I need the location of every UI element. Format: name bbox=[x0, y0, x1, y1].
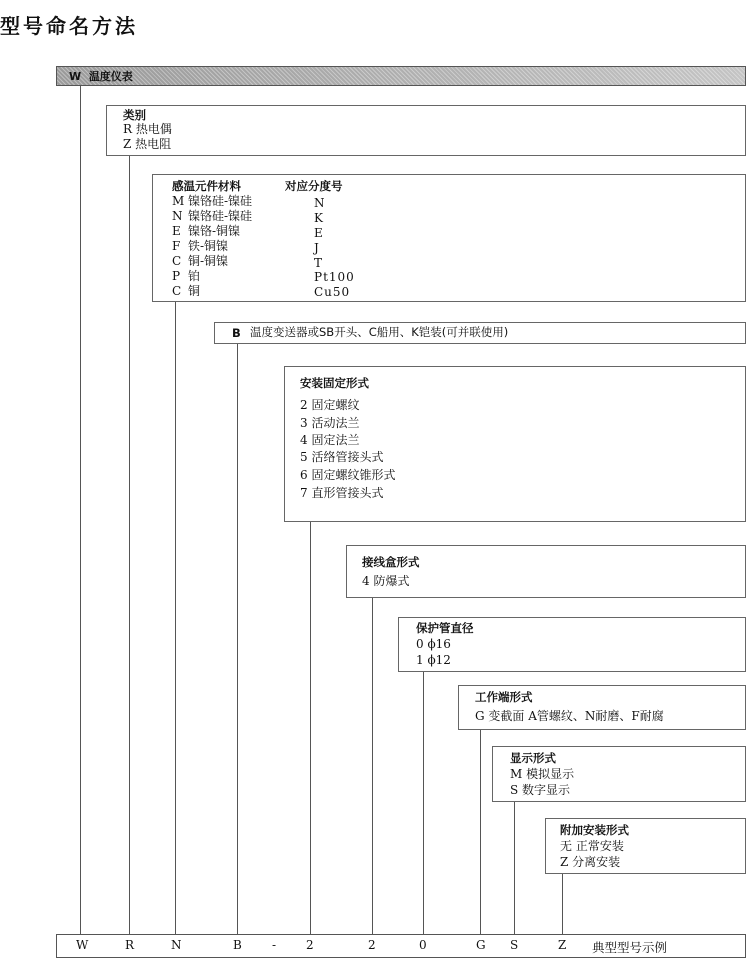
display-item: M 模拟显示 bbox=[510, 767, 575, 781]
mounting-item: 3 活动法兰 bbox=[300, 416, 360, 430]
material-code: N bbox=[172, 209, 183, 223]
material-heading-left: 感温元件材料 bbox=[172, 179, 241, 193]
working-end-heading: 工作端形式 bbox=[475, 690, 533, 704]
connector-display bbox=[514, 802, 515, 934]
junction-heading: 接线盒形式 bbox=[362, 555, 420, 569]
material-grade: Cu50 bbox=[314, 285, 351, 299]
material-grade: J bbox=[314, 241, 319, 255]
mounting-item: 2 固定螺纹 bbox=[300, 398, 360, 412]
extra-mount-item: 无 正常安装 bbox=[560, 839, 624, 853]
connector-transmitter bbox=[237, 344, 238, 934]
material-name: 铂 bbox=[188, 269, 201, 283]
example-code: - bbox=[272, 938, 277, 952]
example-code: 2 bbox=[368, 938, 376, 952]
tube-heading: 保护管直径 bbox=[416, 621, 474, 635]
display-item: S 数字显示 bbox=[510, 783, 571, 797]
material-heading-right: 对应分度号 bbox=[285, 179, 343, 193]
example-code: B bbox=[233, 938, 242, 952]
example-code: 2 bbox=[306, 938, 314, 952]
material-grade: K bbox=[314, 211, 323, 225]
example-code: S bbox=[510, 938, 519, 952]
connector-mounting bbox=[310, 522, 311, 934]
mounting-item: 7 直形管接头式 bbox=[300, 486, 384, 500]
extra-mount-item: Z 分离安装 bbox=[560, 855, 621, 869]
category-heading: 类别 bbox=[123, 108, 146, 122]
mounting-heading: 安装固定形式 bbox=[300, 376, 369, 390]
connector-category bbox=[129, 156, 130, 934]
page-title: 型号命名方法 bbox=[0, 14, 138, 38]
category-item: Z 热电阻 bbox=[123, 137, 172, 151]
connector-junction bbox=[372, 598, 373, 934]
example-code: Z bbox=[558, 938, 567, 952]
transmitter-label: 温度变送器或SB开头、C船用、K铠装(可并联使用) bbox=[250, 325, 509, 339]
example-code: N bbox=[171, 938, 182, 952]
material-name: 镍铬硅-镍硅 bbox=[188, 194, 253, 208]
material-code: E bbox=[172, 224, 181, 238]
material-grade: E bbox=[314, 226, 323, 240]
connector-w bbox=[80, 86, 81, 934]
example-code: 0 bbox=[419, 938, 427, 952]
junction-box bbox=[346, 545, 746, 598]
material-grade: T bbox=[314, 256, 323, 270]
extra-mount-heading: 附加安装形式 bbox=[560, 823, 629, 837]
working-end-item: G 变截面 A管螺纹、N耐磨、F耐腐 bbox=[475, 709, 664, 723]
category-item: R 热电偶 bbox=[123, 122, 172, 136]
connector-material bbox=[175, 302, 176, 934]
material-name: 铜-铜镍 bbox=[188, 254, 229, 268]
example-code: R bbox=[125, 938, 135, 952]
material-name: 镍铬硅-镍硅 bbox=[188, 209, 253, 223]
mounting-item: 6 固定螺纹锥形式 bbox=[300, 468, 396, 482]
material-name: 镍铬-铜镍 bbox=[188, 224, 241, 238]
material-code: F bbox=[172, 239, 181, 253]
transmitter-code: B bbox=[232, 326, 241, 340]
category-box bbox=[106, 105, 746, 156]
display-heading: 显示形式 bbox=[510, 751, 556, 765]
tube-item: 0 ϕ16 bbox=[416, 637, 451, 651]
example-label: 典型型号示例 bbox=[592, 940, 668, 955]
material-grade: Pt100 bbox=[314, 270, 355, 284]
material-code: C bbox=[172, 254, 182, 268]
material-name: 铁-铜镍 bbox=[188, 239, 229, 253]
junction-item: 4 防爆式 bbox=[362, 574, 410, 588]
material-code: M bbox=[172, 194, 185, 208]
header-text: 温度仪表 bbox=[88, 70, 133, 83]
tube-item: 1 ϕ12 bbox=[416, 653, 451, 667]
header-label bbox=[69, 68, 133, 84]
example-code: G bbox=[476, 938, 486, 952]
header-bar bbox=[56, 66, 746, 86]
example-code: W bbox=[76, 938, 89, 952]
material-code: P bbox=[172, 269, 181, 283]
material-code: C bbox=[172, 284, 182, 298]
material-name: 铜 bbox=[188, 284, 201, 298]
mounting-item: 5 活络管接头式 bbox=[300, 450, 384, 464]
mounting-item: 4 固定法兰 bbox=[300, 433, 360, 447]
header-code: W bbox=[69, 70, 82, 83]
connector-tube bbox=[423, 672, 424, 934]
connector-working-end bbox=[480, 730, 481, 934]
material-grade: N bbox=[314, 196, 325, 210]
connector-extra-mount bbox=[562, 874, 563, 934]
